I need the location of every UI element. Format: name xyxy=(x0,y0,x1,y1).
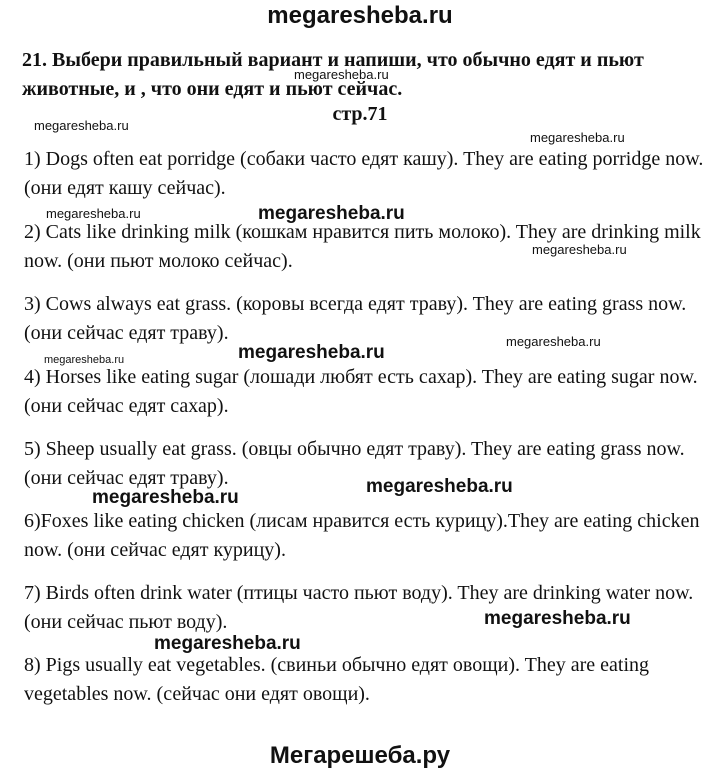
watermark: megaresheba.ru xyxy=(46,206,141,221)
watermark: megaresheba.ru xyxy=(506,334,601,349)
watermark: megaresheba.ru xyxy=(154,633,301,654)
answer-item-5: 5) Sheep usually eat grass. (овцы обычно едят траву). They are eating grass now.(они сейчас едят траву). xyxy=(24,438,685,489)
answer-item-7: 7) Birds often drink water (птицы часто пьют воду). They are drinking water now.(они сейчас пьют воду). xyxy=(24,582,694,633)
answer-item-2: 2) Cats like drinking milk (кошкам нравится пить молоко). They are drinking milk now. (они пьют молоко сейчас). xyxy=(24,221,701,272)
watermark: megaresheba.ru xyxy=(532,242,627,257)
page-reference: стр.71 xyxy=(332,103,388,125)
watermark: megaresheba.ru xyxy=(238,342,385,363)
site-footer: Мегарешеба.ру xyxy=(269,742,451,769)
watermark: megaresheba.ru xyxy=(258,203,405,224)
watermark: megaresheba.ru xyxy=(366,476,513,497)
watermark: megaresheba.ru xyxy=(92,487,239,508)
watermark: megaresheba.ru xyxy=(484,608,631,629)
answer-item-8: 8) Pigs usually eat vegetables. (свиньи обычно едят овощи). They are eating vegetables now. (сейчас они едят овощи). xyxy=(24,654,650,705)
answer-item-1: 1) Dogs often eat porridge (собаки часто едят кашу). They are eating porridge now.(они едят кашу сейчас). xyxy=(24,148,704,199)
watermark: megaresheba.ru xyxy=(34,118,129,133)
answer-item-6: 6)Foxes like eating chicken (лисам нравится есть курицу).They are eating chicken now. (они сейчас едят курицу). xyxy=(24,510,700,561)
watermark: megaresheba.ru xyxy=(44,354,125,366)
answer-item-3: 3) Cows always eat grass. (коровы всегда едят траву). They are eating grass now.(они сейчас едят траву). xyxy=(24,293,687,344)
answer-item-4: 4) Horses like eating sugar (лошади любят есть сахар). They are eating sugar now. (они сейчас едят сахар). xyxy=(24,366,698,417)
site-header: megaresheba.ru xyxy=(267,2,453,29)
watermark: megaresheba.ru xyxy=(530,130,625,145)
watermark: megaresheba.ru xyxy=(294,67,389,82)
task-title: 21. Выбери правильный вариант и напиши, что обычно едят и пьют животные, и , что они едят и пьют сейчас. xyxy=(22,49,644,100)
